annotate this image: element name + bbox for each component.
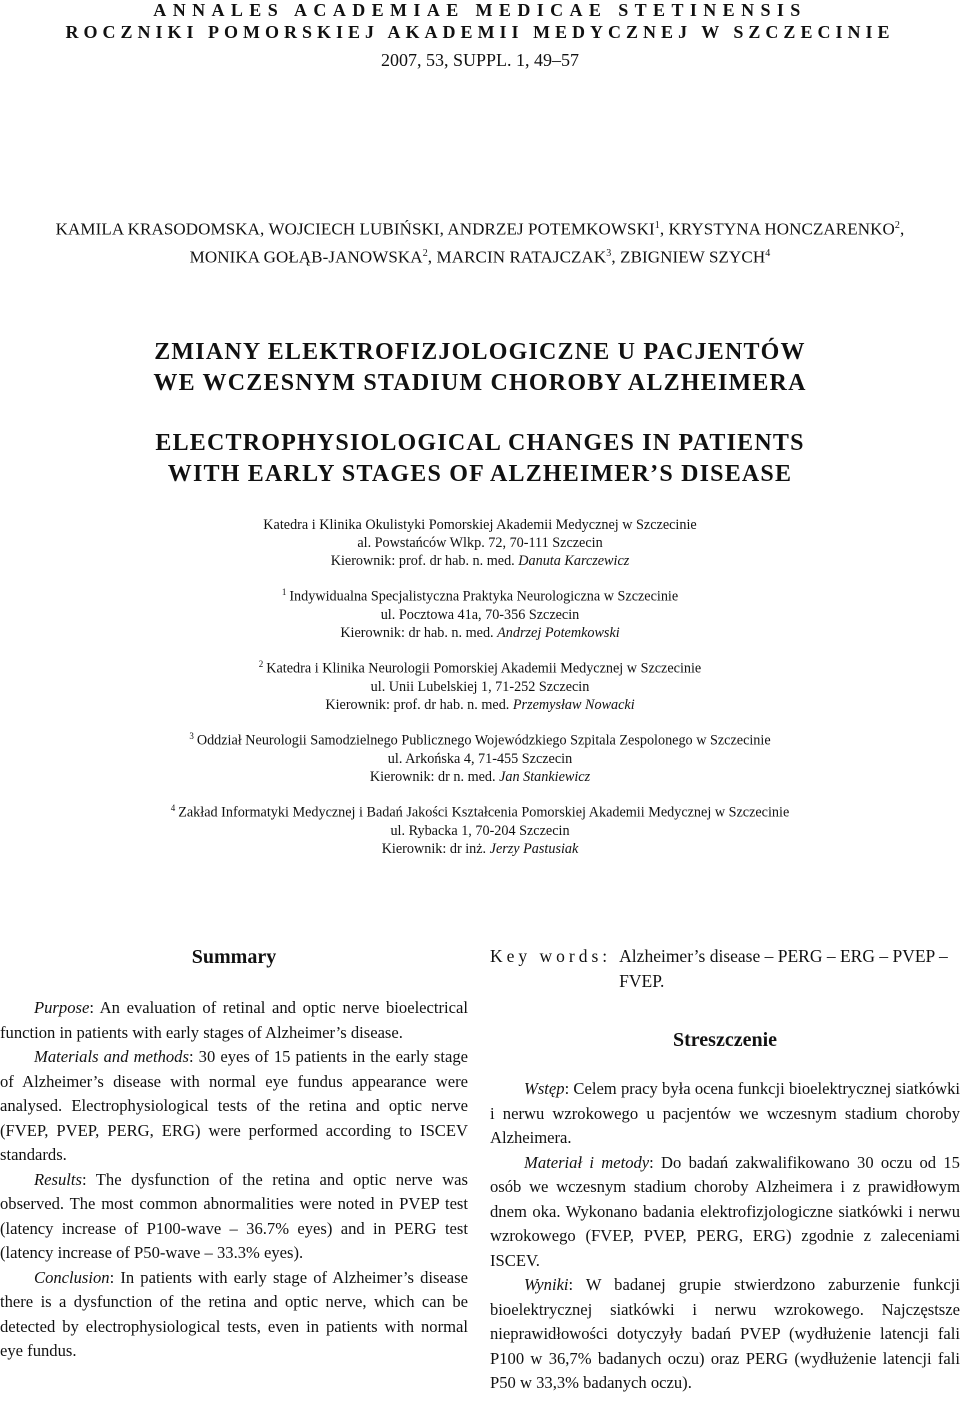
streszczenie-metody-text: : Do badań zakwalifikowano 30 oczu od 15 osób we wczesnym stadium choroby Alzheimera i z prawidłowym dnem oka. Wykonano badania elektrofizjologiczne siatkówki i nerwu wzrokowego (FVEP, PVEP, PERG, ERG) zgodnie z zaleceniami ISCEV. [490, 1152, 960, 1270]
summary-section [0, 940, 468, 1364]
affiliation-text: Katedra i Klinika Neurologii Pomorskiej Akademii Medycznej w Szczecinie [266, 660, 702, 677]
affiliation-institution [0, 799, 960, 822]
affiliation-institution [0, 516, 960, 534]
summary-results-label: Results [34, 1169, 82, 1189]
author-affiliation-mark: 3 [606, 247, 612, 259]
affiliation-head-name: Andrzej Potemkowski [497, 625, 620, 642]
summary-methods [0, 1045, 468, 1168]
journal-issue: 2007, 53, SUPPL. 1, 49–57 [380, 50, 580, 70]
affiliation-mark: 4 [170, 802, 176, 813]
affiliation-address: ul. Rybacka 1, 70-204 Szczecin [390, 822, 570, 839]
streszczenie-heading: Streszczenie [672, 1029, 778, 1051]
affiliation-address: ul. Arkońska 4, 71-455 Szczecin [387, 750, 573, 767]
title-polish-line: WE WCZESNYM STADIUM CHOROBY ALZHEIMERA [153, 370, 807, 396]
affiliation-head-name: Przemysław Nowacki [512, 697, 635, 714]
title-polish-line: ZMIANY ELEKTROFIZJOLOGICZNE U PACJENTÓW [154, 339, 806, 365]
summary-results [0, 1168, 468, 1266]
affiliation-address: al. Powstańców Wlkp. 72, 70-111 Szczecin [357, 535, 603, 552]
affiliation-head-title: Kierownik: dr n. med. [369, 768, 500, 785]
affiliation-head-title: Kierownik: dr inż. [381, 840, 490, 857]
affiliation-head [0, 768, 960, 786]
streszczenie-wyniki-text: : W badanej grupie stwierdzono zaburzenie funkcji bioelektrycznej siatkówki i nerwu wzrokowego. Najczęstsze nieprawidłowości dotyczyły badań PVEP (wydłużenie latencji fali P100 w 36,7% badanych oczu) oraz PERG (wydłużenie latencji fali P50 w 33,3% badanych oczu). [490, 1275, 960, 1392]
affiliation-head-title: Kierownik: prof. dr hab. n. med. [325, 697, 513, 714]
affiliation-head-name: Danuta Karczewicz [518, 553, 630, 570]
affiliation-head [0, 624, 960, 642]
author-names: , ZBIGNIEW SZYCH [611, 247, 766, 267]
title-english-line: WITH EARLY STAGES OF ALZHEIMER’S DISEASE [167, 461, 793, 487]
streszczenie-metody-label: Materiał i metody [524, 1152, 650, 1172]
affiliation-text: Oddział Neurologii Samodzielnego Publicznego Wojewódzkiego Szpitala Zespolonego w Szczecinie [196, 732, 771, 749]
summary-heading: Summary [191, 946, 277, 968]
title-english-line: ELECTROPHYSIOLOGICAL CHANGES IN PATIENTS [155, 430, 805, 456]
summary-purpose [0, 996, 468, 1045]
summary-purpose-text: : An evaluation of retinal and optic nerve bioelectrical function in patients with early stages of Alzheimer’s disease. [0, 998, 468, 1042]
author-affiliation-mark: 2 [422, 247, 428, 259]
affiliation-head-name: Jerzy Pastusiak [489, 840, 579, 857]
keywords-text: Alzheimer’s disease – PERG – ERG – PVEP – FVEP. [619, 946, 948, 991]
streszczenie-wstep-label: Wstęp [524, 1079, 565, 1098]
author-names: , MARCIN RATAJCZAK [427, 247, 607, 267]
author-names: MONIKA GOŁĄB-JANOWSKA [189, 247, 423, 267]
affiliation [0, 727, 960, 786]
affiliation-institution [0, 583, 960, 606]
affiliation [0, 516, 960, 571]
author-names: , KRYSTYNA HONCZARENKO [659, 219, 895, 239]
affiliation [0, 583, 960, 642]
author-separator: , [899, 219, 905, 239]
author-names: KAMILA KRASODOMSKA, WOJCIECH LUBIŃSKI, ANDRZEJ POTEMKOWSKI [55, 219, 655, 239]
summary-methods-text: : 30 eyes of 15 patients in the early stage of Alzheimer’s disease with normal eye fundus appearance were analysed. Electrophysiological tests of the retina and optic nerve (FVEP, PVEP, PERG, ERG) were performed according to ISCEV standards. [0, 1047, 468, 1164]
affiliation-text: Indywidualna Specjalistyczna Praktyka Neurologiczna w Szczecinie [289, 588, 679, 605]
affiliation-text: Katedra i Klinika Okulistyki Pomorskiej Akademii Medycznej w Szczecinie [263, 517, 697, 533]
affiliation-mark: 3 [189, 730, 194, 741]
streszczenie-wstep [490, 1077, 960, 1151]
author-line-2 [0, 242, 960, 270]
affiliations [0, 516, 960, 870]
right-column [490, 944, 960, 1396]
summary-purpose-label: Purpose [34, 998, 90, 1017]
summary-results-text: : The dysfunction of the retina and optic nerve was observed. The most common abnormalities were noted in PVEP test (latency increase of P100-wave – 36.7% eyes) and in PERG test (latency increase of P50-wave – 33.3% eyes). [0, 1169, 468, 1262]
affiliation [0, 799, 960, 858]
streszczenie-wstep-text: : Celem pracy była ocena funkcji bioelektrycznej siatkówki i nerwu wzrokowego u pacjentów we wczesnym stadium choroby Alzheimera. [490, 1079, 960, 1147]
affiliation-head-title: Kierownik: prof. dr hab. n. med. [330, 553, 519, 570]
summary-conclusion-text: : In patients with early stage of Alzheimer’s disease there is a dysfunction of the retina and optic nerve, which can be detected by electrophysiological tests, even in patients with normal eye fundus. [0, 1267, 468, 1360]
title-polish [0, 337, 960, 399]
affiliation-head-name: Jan Stankiewicz [499, 768, 591, 785]
author-affiliation-mark: 1 [654, 220, 660, 231]
affiliation-head-title: Kierownik: dr hab. n. med. [340, 625, 498, 642]
author-affiliation-mark: 4 [765, 247, 771, 259]
author-affiliation-mark: 2 [894, 220, 900, 231]
affiliation-text: Zakład Informatyki Medycznej i Badań Jakości Kształcenia Pomorskiej Akademii Medycznej w Szczecinie [178, 804, 790, 821]
summary-methods-label: Materials and methods [34, 1047, 189, 1066]
streszczenie-wyniki-label: Wyniki [524, 1275, 569, 1294]
author-list [0, 214, 960, 269]
affiliation-mark: 1 [281, 587, 287, 598]
title-english [0, 428, 960, 490]
affiliation-head [0, 840, 960, 858]
keywords-label: Key words: [490, 946, 612, 966]
summary-conclusion [0, 1266, 468, 1364]
streszczenie-wyniki [490, 1273, 960, 1396]
author-line-1 [0, 214, 960, 242]
affiliation-address: ul. Unii Lubelskiej 1, 71-252 Szczecin [370, 678, 590, 695]
affiliation-head [0, 552, 960, 570]
affiliation-institution [0, 727, 960, 750]
affiliation-mark: 2 [258, 658, 264, 669]
streszczenie-metody [490, 1151, 960, 1274]
summary-conclusion-label: Conclusion [34, 1267, 110, 1287]
affiliation [0, 655, 960, 714]
affiliation-address: ul. Pocztowa 41a, 70-356 Szczecin [380, 607, 580, 624]
affiliation-head [0, 696, 960, 714]
journal-name-polish: ROCZNIKI POMORSKIEJ AKADEMII MEDYCZNEJ W SZCZECINIE [65, 22, 895, 42]
keywords [490, 944, 960, 993]
affiliation-institution [0, 655, 960, 678]
journal-name-latin: ANNALES ACADEMIAE MEDICAE STETINENSIS [153, 0, 807, 20]
